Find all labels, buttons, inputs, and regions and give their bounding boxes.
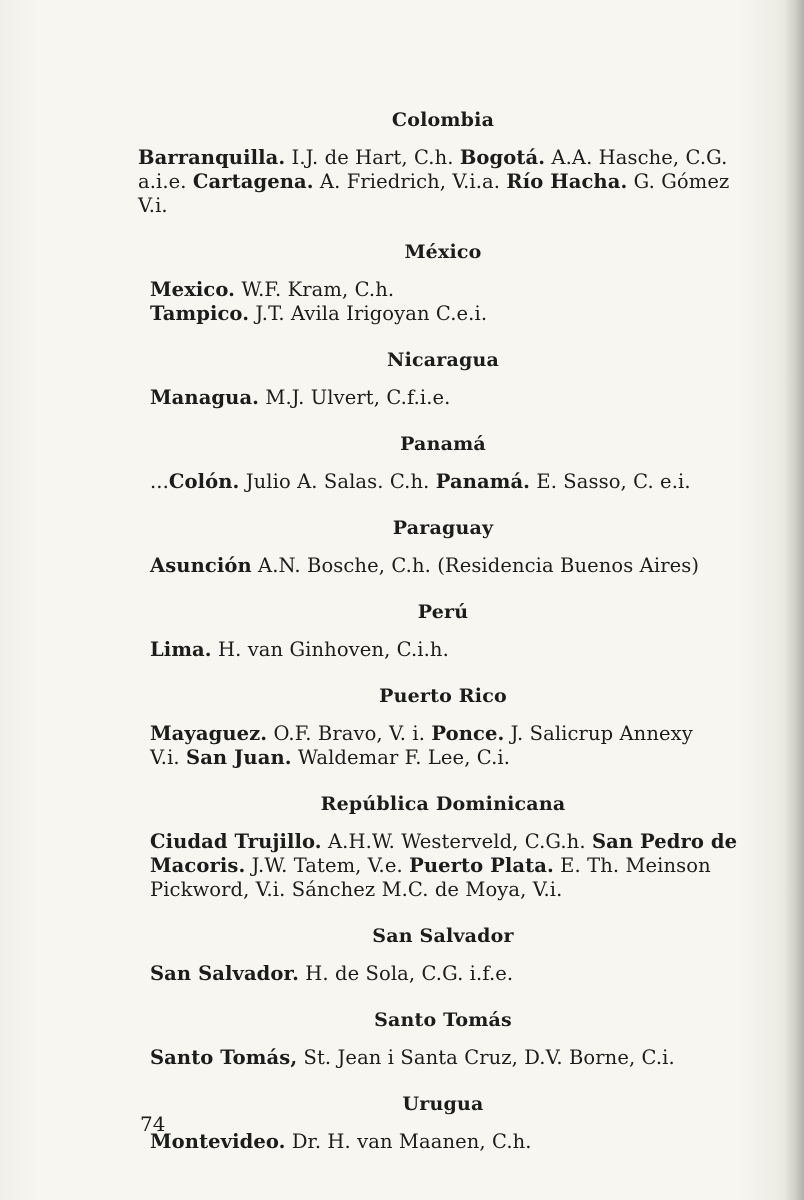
entry-text: Dr. H. van Maanen, C.h. xyxy=(285,1130,532,1153)
section-san-salvador xyxy=(138,924,748,986)
section-paraguay xyxy=(138,516,748,578)
section-panama xyxy=(138,432,748,494)
entry-text: I.J. de Hart, C.h. xyxy=(285,146,460,169)
entry-text: J.T. Avila Irigoyan C.e.i. xyxy=(249,302,488,325)
entry-text: St. Jean i Santa Cruz, D.V. Borne, C.i. xyxy=(297,1046,675,1069)
entry-line xyxy=(150,554,748,578)
entry-line xyxy=(150,470,748,494)
entry-text: W.F. Kram, C.h. xyxy=(235,278,395,301)
place-name: Mexico. xyxy=(150,278,236,301)
entry-line xyxy=(150,278,748,302)
section-entry xyxy=(138,1046,748,1070)
place-name: San Salvador. xyxy=(150,962,299,985)
entry-text: H. de Sola, C.G. i.f.e. xyxy=(299,962,514,985)
section-heading: Santo Tomás xyxy=(374,1009,512,1031)
entry-text: a.i.e. xyxy=(138,170,193,193)
entry-text: Waldemar F. Lee, C.i. xyxy=(291,746,511,769)
entry-line xyxy=(150,1046,748,1070)
section-entry xyxy=(138,146,748,218)
entry-line xyxy=(150,638,748,662)
place-name: San Pedro de xyxy=(591,830,738,853)
place-name: Bogotá. xyxy=(459,146,546,169)
section-heading: Perú xyxy=(417,601,469,623)
section-entry xyxy=(138,278,748,326)
page-content xyxy=(138,108,748,1176)
section-heading: San Salvador xyxy=(372,925,514,947)
place-name: Puerto Plata. xyxy=(409,854,554,877)
section-heading: México xyxy=(404,241,482,263)
entry-text: A. Friedrich, V.i.a. xyxy=(313,170,507,193)
section-heading: Colombia xyxy=(391,109,495,131)
place-name: Lima. xyxy=(150,638,212,661)
entry-text: G. Gómez xyxy=(627,170,730,193)
place-name: Panamá. xyxy=(435,470,531,493)
place-name: Managua. xyxy=(150,386,260,409)
section-entry xyxy=(138,722,748,770)
entry-text: A.H.W. Westerveld, C.G.h. xyxy=(321,830,592,853)
entry-line xyxy=(150,386,748,410)
page-number: 74 xyxy=(140,1112,166,1136)
place-name: Barranquilla. xyxy=(138,146,286,169)
page-edge-shadow xyxy=(784,0,804,1200)
entry-text: V.i. xyxy=(138,194,168,217)
entry-line xyxy=(150,854,748,878)
section-mexico xyxy=(138,240,748,326)
entry-text: J.W. Tatem, V.e. xyxy=(245,854,410,877)
section-entry xyxy=(138,470,748,494)
place-name: Río Hacha. xyxy=(506,170,628,193)
section-heading: República Dominicana xyxy=(320,793,566,815)
entry-line xyxy=(150,1130,748,1154)
section-entry xyxy=(138,638,748,662)
place-name: Ciudad Trujillo. xyxy=(150,830,322,853)
place-name: Santo Tomás, xyxy=(150,1046,298,1069)
section-entry xyxy=(138,386,748,410)
section-entry xyxy=(138,962,748,986)
entry-text: J. Salicrup Annexy xyxy=(504,722,693,745)
place-name: Ponce. xyxy=(431,722,505,745)
section-heading: Nicaragua xyxy=(387,349,499,371)
entry-line xyxy=(138,146,748,170)
entry-line xyxy=(150,722,748,746)
entry-text: M.J. Ulvert, C.f.i.e. xyxy=(259,386,451,409)
section-entry xyxy=(138,830,748,902)
section-urugua xyxy=(138,1092,748,1154)
section-nicaragua xyxy=(138,348,748,410)
entry-text: ... xyxy=(150,470,169,493)
entry-line xyxy=(150,878,748,902)
entry-line xyxy=(138,170,748,194)
place-name: Colón. xyxy=(168,470,240,493)
entry-text: E. Th. Meinson xyxy=(553,854,711,877)
entry-text: A.A. Hasche, C.G. xyxy=(545,146,728,169)
section-republica-dominicana xyxy=(138,792,748,902)
entry-line xyxy=(150,962,748,986)
section-peru xyxy=(138,600,748,662)
place-name: Cartagena. xyxy=(192,170,314,193)
section-puerto-rico xyxy=(138,684,748,770)
entry-line xyxy=(150,746,748,770)
section-heading: Paraguay xyxy=(392,517,494,539)
entry-text: Julio A. Salas. C.h. xyxy=(239,470,436,493)
section-heading: Panamá xyxy=(400,433,486,455)
entry-text: O.F. Bravo, V. i. xyxy=(267,722,432,745)
entry-line xyxy=(138,194,748,218)
place-name: San Juan. xyxy=(186,746,292,769)
entry-line xyxy=(150,302,748,326)
section-heading: Puerto Rico xyxy=(379,685,507,707)
section-entry xyxy=(138,1130,748,1154)
entry-text: E. Sasso, C. e.i. xyxy=(530,470,691,493)
entry-text: Pickword, V.i. Sánchez M.C. de Moya, V.i. xyxy=(150,878,563,901)
place-name: Montevideo. xyxy=(150,1130,286,1153)
place-name: Macoris. xyxy=(150,854,246,877)
section-heading: Urugua xyxy=(402,1093,484,1115)
section-entry xyxy=(138,554,748,578)
section-santo-tomas xyxy=(138,1008,748,1070)
entry-text: A.N. Bosche, C.h. (Residencia Buenos Aires) xyxy=(251,554,700,577)
entry-text: V.i. xyxy=(150,746,187,769)
entry-text: H. van Ginhoven, C.i.h. xyxy=(211,638,449,661)
section-colombia xyxy=(138,108,748,218)
place-name: Tampico. xyxy=(150,302,250,325)
place-name: Asunción xyxy=(150,554,252,577)
place-name: Mayaguez. xyxy=(150,722,268,745)
entry-line xyxy=(150,830,748,854)
